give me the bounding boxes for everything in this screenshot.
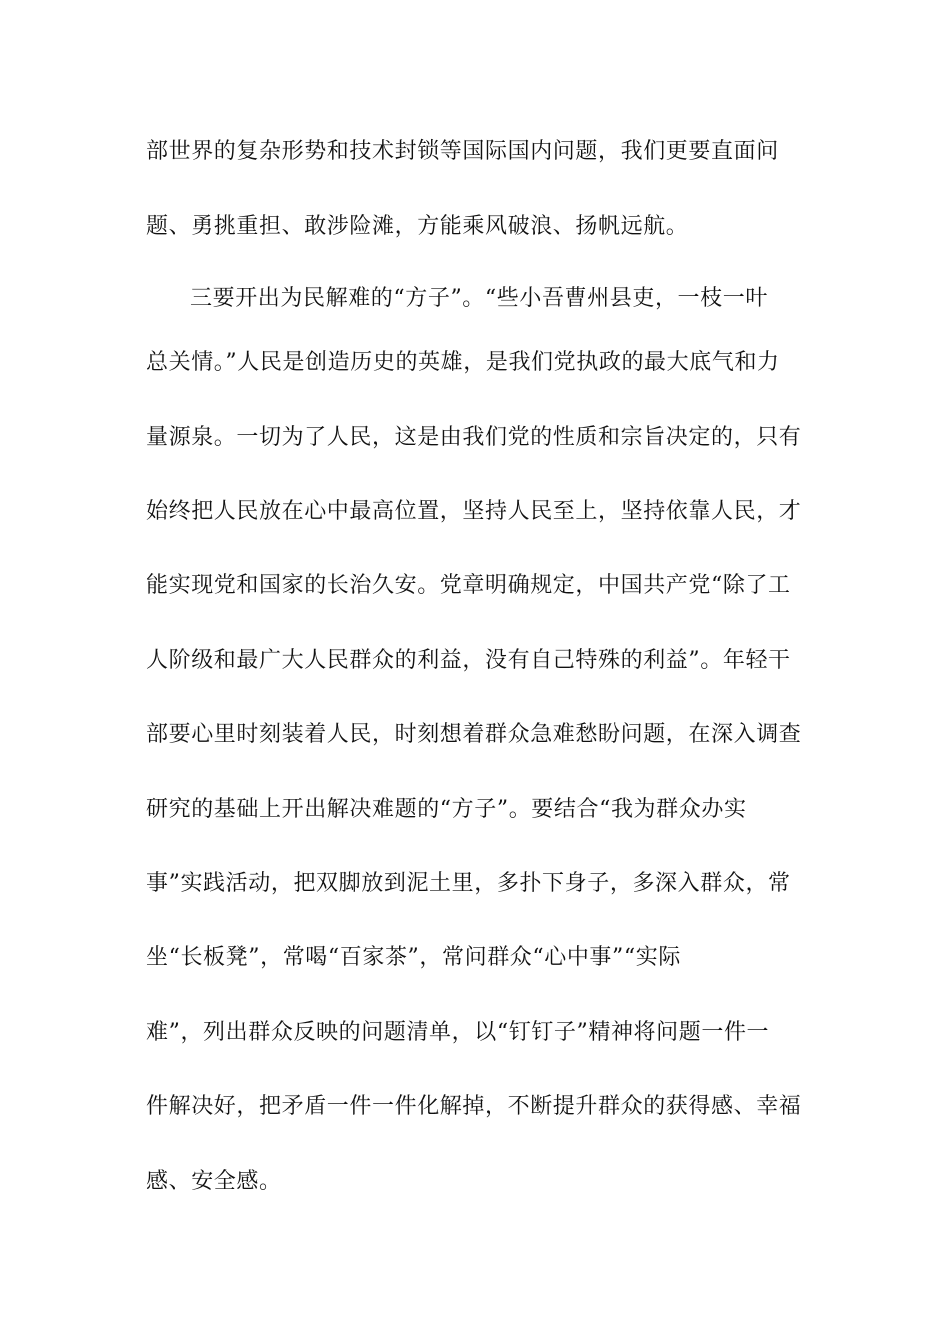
text-line: 部要心里时刻装着人民，时刻想着群众急难愁盼问题，在深入调查 [146,722,802,747]
text-line: 题、勇挑重担、敢涉险滩，方能乘风破浪、扬帆远航。 [146,214,689,239]
text-line: 研究的基础上开出解决难题的“方子”。要结合“我为群众办实 [146,797,747,822]
text-line: 感、安全感。 [146,1169,282,1194]
text-line: 件解决好，把矛盾一件一件化解掉，不断提升群众的获得感、幸福 [146,1094,802,1119]
text-line: 部世界的复杂形势和技术封锁等国际国内问题，我们更要直面问 [146,139,779,164]
text-line: 难”，列出群众反映的问题清单，以“钉钉子”精神将问题一件一 [146,1020,770,1045]
text-line: 量源泉。一切为了人民，这是由我们党的性质和宗旨决定的，只有 [146,425,802,450]
text-line: 总关情。”人民是创造历史的英雄，是我们党执政的最大底气和力 [146,350,780,375]
paragraph-first-line: 三要开出为民解难的“方子”。“些小吾曹州县吏，一枝一叶 [190,286,768,311]
text-line: 事”实践活动，把双脚放到泥土里，多扑下身子，多深入群众，常 [146,871,791,896]
text-line: 能实现党和国家的长治久安。党章明确规定，中国共产党“除了工 [146,573,791,598]
text-line: 人阶级和最广大人民群众的利益，没有自己特殊的利益”。年轻干 [146,648,791,673]
text-line: 始终把人民放在心中最高位置，坚持人民至上，坚持依靠人民，才 [146,499,802,524]
text-line: 坐“长板凳”，常喝“百家茶”，常问群众“心中事”“实际 [146,945,681,970]
